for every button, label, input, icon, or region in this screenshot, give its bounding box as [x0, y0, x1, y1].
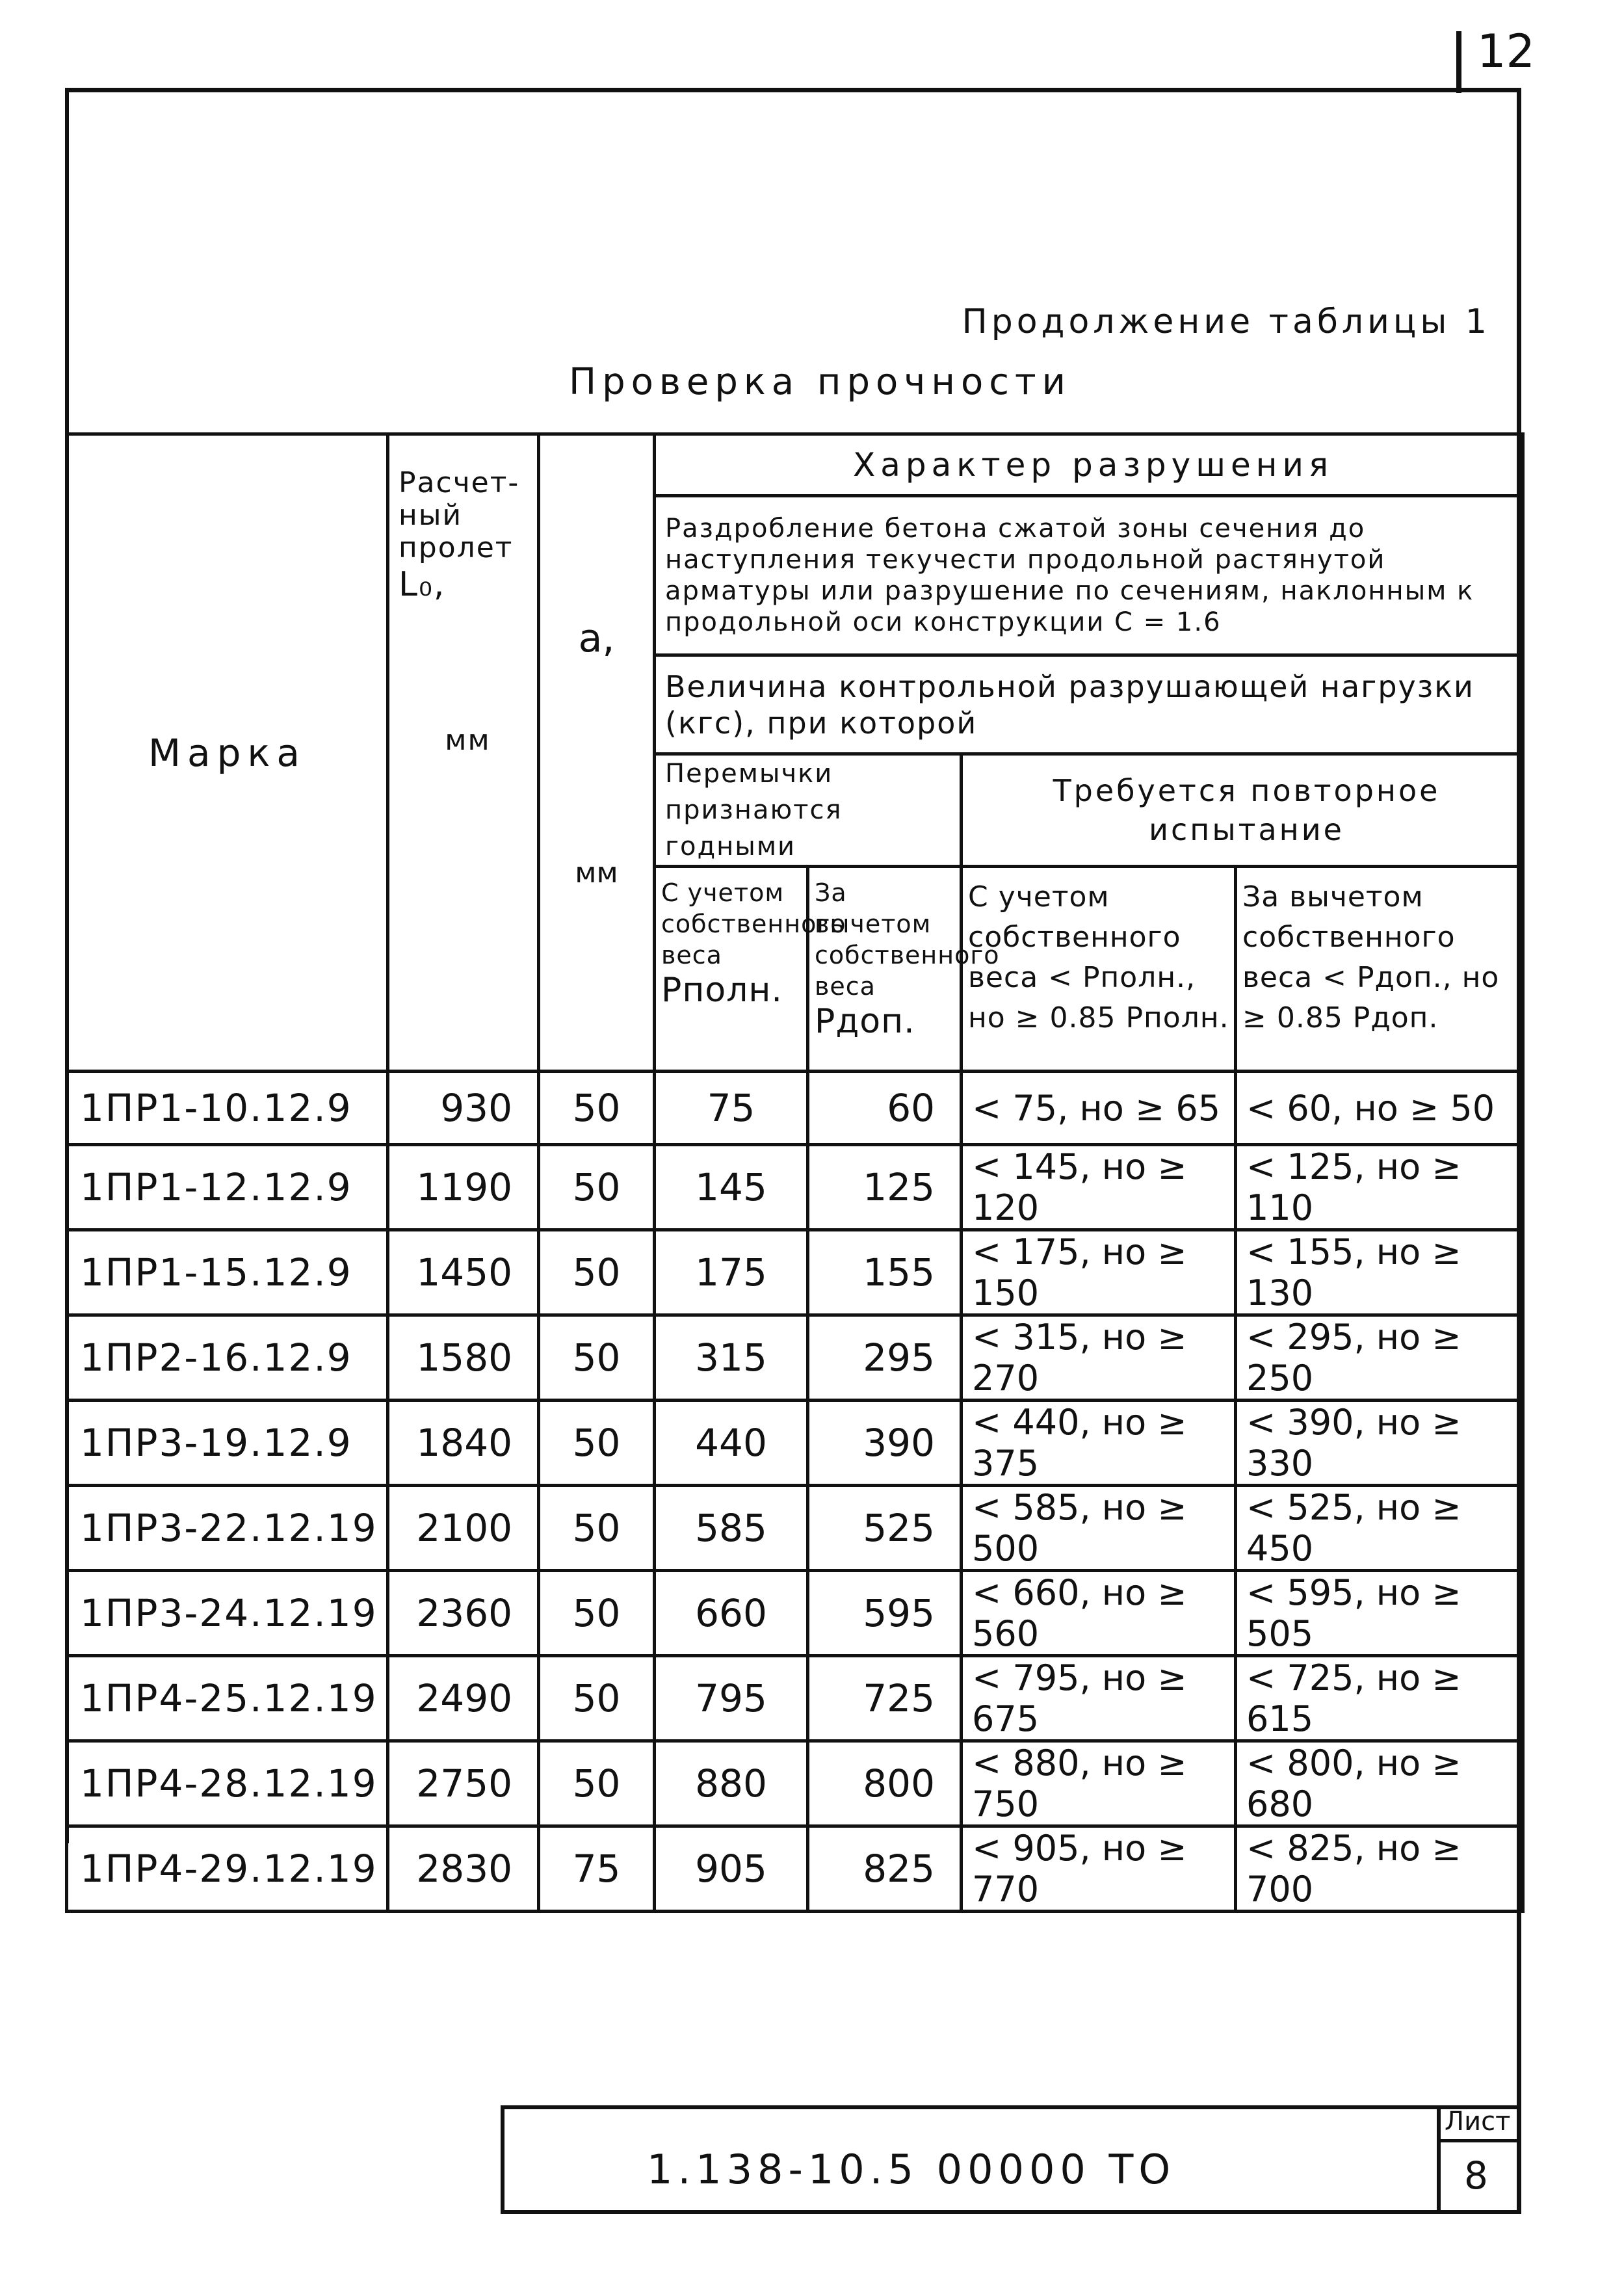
header-a-label: a, — [578, 616, 615, 661]
sheet-number: 8 — [1464, 2153, 1488, 2198]
cell-retest-full: < 905, но ≥ 770 — [962, 1826, 1236, 1912]
header-col-minus-weight-label: За вычетом собственного веса — [815, 878, 1000, 1001]
table-row — [67, 1230, 1523, 1315]
sheet-number-divider — [1456, 31, 1461, 93]
cell-p-add: 60 — [808, 1072, 962, 1145]
cell-a: 50 — [539, 1486, 655, 1571]
table-row — [67, 1401, 1523, 1486]
cell-retest-add: < 155, но ≥ 130 — [1236, 1230, 1523, 1315]
cell-mark: 1ПР3-22.12.19 — [67, 1486, 388, 1571]
table-row — [67, 1656, 1523, 1741]
cell-span: 2830 — [388, 1826, 539, 1912]
header-col-with-weight-label: С учетом собственного веса — [661, 878, 846, 969]
cell-p-full: 145 — [655, 1145, 808, 1230]
cell-retest-add: < 295, но ≥ 250 — [1236, 1315, 1523, 1401]
cell-retest-add: < 125, но ≥ 110 — [1236, 1145, 1523, 1230]
header-col-with-weight-symbol: Pполн. — [661, 971, 783, 1010]
cell-p-add: 125 — [808, 1145, 962, 1230]
cell-a: 75 — [539, 1826, 655, 1912]
cell-a: 50 — [539, 1741, 655, 1826]
cell-p-full: 905 — [655, 1826, 808, 1912]
cell-a: 50 — [539, 1571, 655, 1656]
cell-p-add: 295 — [808, 1315, 962, 1401]
cell-p-add: 595 — [808, 1571, 962, 1656]
cell-retest-full: < 660, но ≥ 560 — [962, 1571, 1236, 1656]
cell-retest-add: < 825, но ≥ 700 — [1236, 1826, 1523, 1912]
cell-mark: 1ПР2-16.12.9 — [67, 1315, 388, 1401]
cell-p-full: 440 — [655, 1401, 808, 1486]
header-col-retest-with: С учетом собственного веса < Pполн., но ≥ 0.85 Pполн. — [962, 867, 1236, 1072]
cell-span: 2750 — [388, 1741, 539, 1826]
cell-retest-full: < 585, но ≥ 500 — [962, 1486, 1236, 1571]
cell-retest-add: < 595, но ≥ 505 — [1236, 1571, 1523, 1656]
cell-p-full: 315 — [655, 1315, 808, 1401]
cell-p-add: 725 — [808, 1656, 962, 1741]
cell-retest-add: < 60, но ≥ 50 — [1236, 1072, 1523, 1145]
header-col-minus-weight-symbol: Pдоп. — [815, 1002, 915, 1041]
cell-mark: 1ПР1-10.12.9 — [67, 1072, 388, 1145]
cell-mark: 1ПР4-29.12.19 — [67, 1826, 388, 1912]
cell-span: 930 — [388, 1072, 539, 1145]
header-marka: Марка — [67, 434, 388, 1072]
cell-retest-full: < 175, но ≥ 150 — [962, 1230, 1236, 1315]
document-code: 1.138-10.5 00000 ТО — [647, 2146, 1176, 2193]
header-control-load: Величина контрольной разрушающей нагрузки (кгс), при которой — [655, 655, 1523, 754]
header-span-symbol: L₀, — [399, 565, 446, 604]
cell-p-add: 525 — [808, 1486, 962, 1571]
header-failure-character: Характер разрушения — [655, 434, 1523, 496]
cell-span: 1450 — [388, 1230, 539, 1315]
title-block-sheet-divider — [1437, 2139, 1521, 2142]
cell-mark: 1ПР4-28.12.19 — [67, 1741, 388, 1826]
header-span — [388, 434, 539, 1072]
continuation-label: Продолжение таблицы 1 — [962, 302, 1491, 341]
header-retest: Требуется повторное испытание — [962, 754, 1523, 867]
cell-p-add: 800 — [808, 1741, 962, 1826]
header-a — [539, 434, 655, 1072]
table-body — [67, 1072, 1523, 1912]
cell-mark: 1ПР4-25.12.19 — [67, 1656, 388, 1741]
cell-retest-add: < 800, но ≥ 680 — [1236, 1741, 1523, 1826]
table-row — [67, 1741, 1523, 1826]
table-title: Проверка прочности — [569, 361, 1072, 403]
cell-retest-full: < 795, но ≥ 675 — [962, 1656, 1236, 1741]
cell-p-full: 585 — [655, 1486, 808, 1571]
cell-a: 50 — [539, 1230, 655, 1315]
cell-span: 1840 — [388, 1401, 539, 1486]
header-a-unit: мм — [575, 856, 618, 889]
cell-retest-add: < 390, но ≥ 330 — [1236, 1401, 1523, 1486]
cell-span: 1580 — [388, 1315, 539, 1401]
cell-p-add: 390 — [808, 1401, 962, 1486]
cell-p-full: 880 — [655, 1741, 808, 1826]
cell-span: 2360 — [388, 1571, 539, 1656]
cell-retest-full: < 315, но ≥ 270 — [962, 1315, 1236, 1401]
header-col-minus-weight — [808, 867, 1000, 1072]
sheet-top-number: 12 — [1477, 25, 1536, 78]
cell-mark: 1ПР1-12.12.9 — [67, 1145, 388, 1230]
cell-a: 50 — [539, 1656, 655, 1741]
cell-a: 50 — [539, 1401, 655, 1486]
header-span-label: Расчет-ный пролет — [399, 466, 520, 564]
cell-p-add: 825 — [808, 1826, 962, 1912]
cell-retest-full: < 880, но ≥ 750 — [962, 1741, 1236, 1826]
cell-retest-add: < 525, но ≥ 450 — [1236, 1486, 1523, 1571]
cell-mark: 1ПР3-19.12.9 — [67, 1401, 388, 1486]
header-failure-description: Раздробление бетона сжатой зоны сечения до наступления текучести продольной растянутой арматуры или разрушение по сечениям, наклонным к продольной оси конструкции C = 1.6 — [655, 496, 1523, 655]
cell-p-add: 155 — [808, 1230, 962, 1315]
title-block-divider — [1437, 2105, 1441, 2214]
header-span-unit: мм — [445, 724, 491, 757]
header-accepted: Перемычки признаются годными — [655, 754, 962, 867]
cell-retest-full: < 440, но ≥ 375 — [962, 1401, 1236, 1486]
cell-retest-full: < 145, но ≥ 120 — [962, 1145, 1236, 1230]
cell-retest-full: < 75, но ≥ 65 — [962, 1072, 1236, 1145]
cell-mark: 1ПР1-15.12.9 — [67, 1230, 388, 1315]
sheet-label: Лист — [1445, 2107, 1511, 2137]
cell-p-full: 75 — [655, 1072, 808, 1145]
table-row — [67, 1072, 1523, 1145]
header-col-with-weight — [655, 867, 846, 1072]
cell-retest-add: < 725, но ≥ 615 — [1236, 1656, 1523, 1741]
table-row — [67, 1315, 1523, 1401]
cell-a: 50 — [539, 1072, 655, 1145]
table-row — [67, 1826, 1523, 1912]
table-row — [67, 1486, 1523, 1571]
table-row — [67, 1571, 1523, 1656]
cell-p-full: 175 — [655, 1230, 808, 1315]
cell-span: 2490 — [388, 1656, 539, 1741]
cell-mark: 1ПР3-24.12.19 — [67, 1571, 388, 1656]
table-row — [67, 1145, 1523, 1230]
cell-a: 50 — [539, 1145, 655, 1230]
cell-p-full: 660 — [655, 1571, 808, 1656]
cell-a: 50 — [539, 1315, 655, 1401]
header-col-retest-minus: За вычетом собственного веса < Pдоп., но ≥ 0.85 Pдоп. — [1236, 867, 1523, 1072]
cell-p-full: 795 — [655, 1656, 808, 1741]
strength-check-table — [65, 432, 1525, 1913]
cell-span: 1190 — [388, 1145, 539, 1230]
cell-span: 2100 — [388, 1486, 539, 1571]
